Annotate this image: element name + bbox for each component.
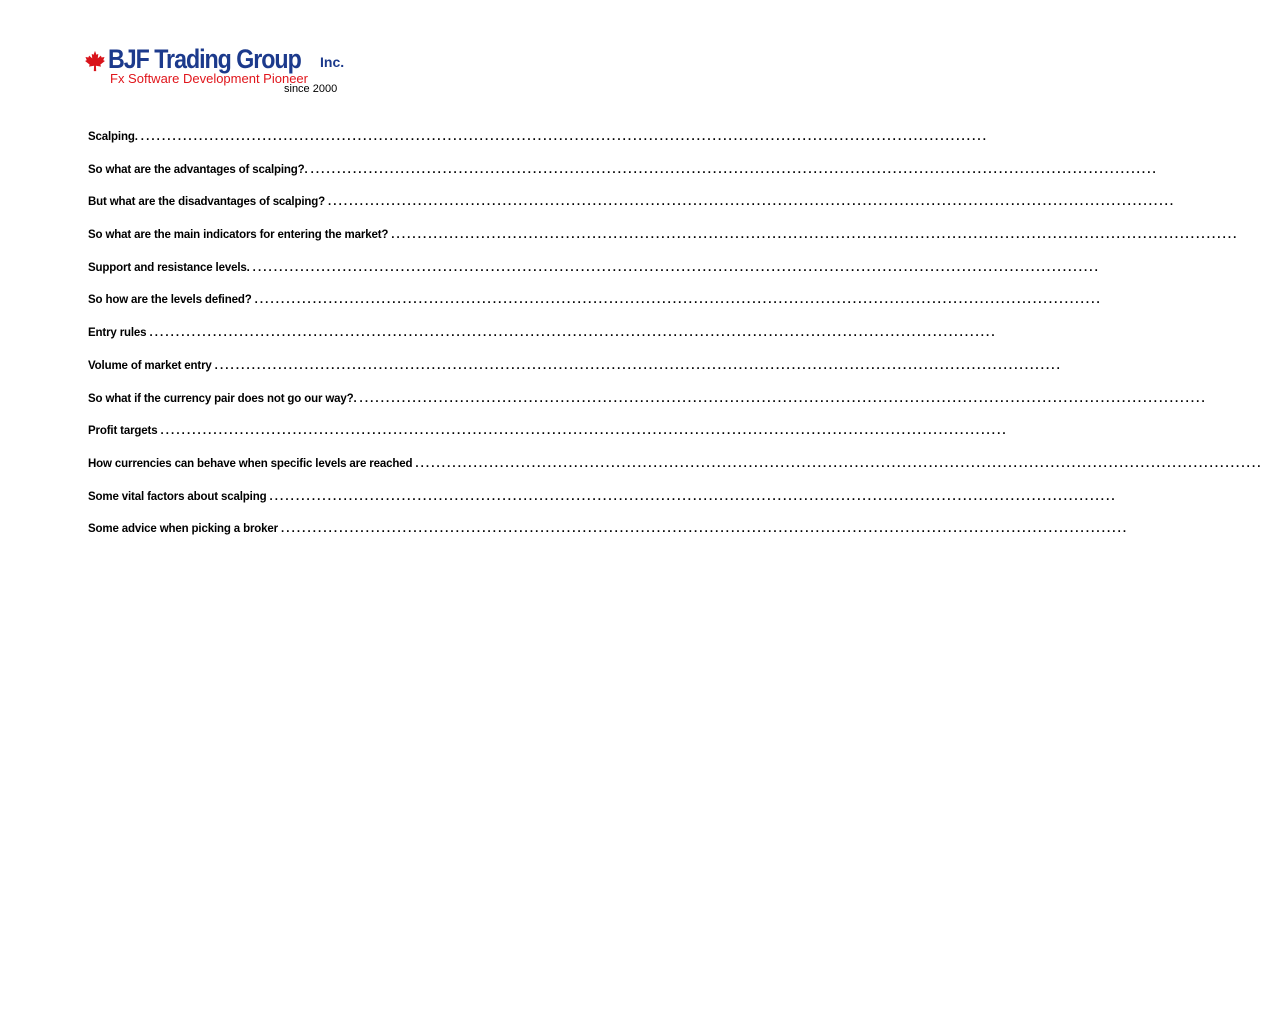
toc-leader-dots: ................................................................................................................................................................ — [415, 457, 1263, 470]
toc-entry-title: How currencies can behave when specific levels are reached — [88, 457, 413, 470]
toc-entry-title: But what are the disadvantages of scalping? — [88, 196, 326, 209]
toc-entry[interactable] — [88, 194, 1176, 227]
brand-suffix: Inc. — [320, 54, 345, 70]
toc-leader-dots: ................................................................................................................................................................ — [359, 392, 1207, 405]
toc-entry[interactable] — [88, 260, 1100, 293]
toc-leader-dots: ................................................................................................................................................................ — [149, 327, 997, 340]
toc-leader-dots: ................................................................................................................................................................ — [391, 229, 1239, 242]
toc-entry-title: So what are the advantages of scalping?. — [88, 163, 308, 176]
brand-since: since 2000 — [284, 83, 338, 95]
toc-entry-title: So what are the main indicators for entering the market? — [88, 229, 389, 242]
toc-entry[interactable] — [88, 292, 1102, 325]
toc-leader-dots: ................................................................................................................................................................ — [140, 131, 988, 143]
table-of-contents — [88, 129, 1263, 554]
toc-entry[interactable] — [88, 391, 1207, 424]
toc-leader-dots: ................................................................................................................................................................ — [160, 425, 1008, 438]
toc-entry-title: Some vital factors about scalping — [88, 490, 267, 503]
toc-leader-dots: ................................................................................................................................................................ — [280, 523, 1129, 536]
toc-entry[interactable] — [88, 162, 1158, 195]
toc-entry-title: Scalping. — [88, 131, 138, 143]
toc-entry-title: So what if the currency pair does not go our way?. — [88, 392, 357, 405]
toc-leader-dots: ................................................................................................................................................................ — [328, 196, 1176, 209]
toc-entry-title: Support and resistance levels. — [88, 261, 250, 274]
toc-leader-dots: ................................................................................................................................................................ — [269, 490, 1117, 503]
toc-entry-title: So how are the levels defined? — [88, 294, 252, 307]
toc-entry-title: Some advice when picking a broker — [88, 523, 278, 536]
brand-name: BJF Trading Group — [108, 44, 301, 74]
toc-entry[interactable] — [88, 325, 997, 358]
brand-tagline: Fx Software Development Pioneer — [110, 71, 308, 86]
company-logo — [84, 44, 354, 100]
toc-leader-dots: ................................................................................................................................................................ — [254, 294, 1102, 307]
toc-leader-dots: ................................................................................................................................................................ — [214, 359, 1062, 372]
toc-entry[interactable] — [88, 227, 1239, 260]
toc-entry-title: Volume of market entry — [88, 359, 212, 372]
toc-leader-dots: ................................................................................................................................................................ — [252, 261, 1100, 274]
toc-entry[interactable] — [88, 456, 1263, 489]
toc-entry-title: Profit targets — [88, 425, 158, 438]
toc-leader-dots: ................................................................................................................................................................ — [310, 163, 1158, 176]
maple-leaf-icon — [84, 50, 106, 72]
toc-entry[interactable] — [88, 423, 1008, 456]
toc-entry[interactable] — [88, 358, 1062, 391]
toc-entry-title: Entry rules — [88, 327, 147, 340]
toc-entry[interactable] — [88, 489, 1117, 522]
toc-entry[interactable] — [88, 129, 988, 162]
toc-entry[interactable] — [88, 521, 1129, 554]
